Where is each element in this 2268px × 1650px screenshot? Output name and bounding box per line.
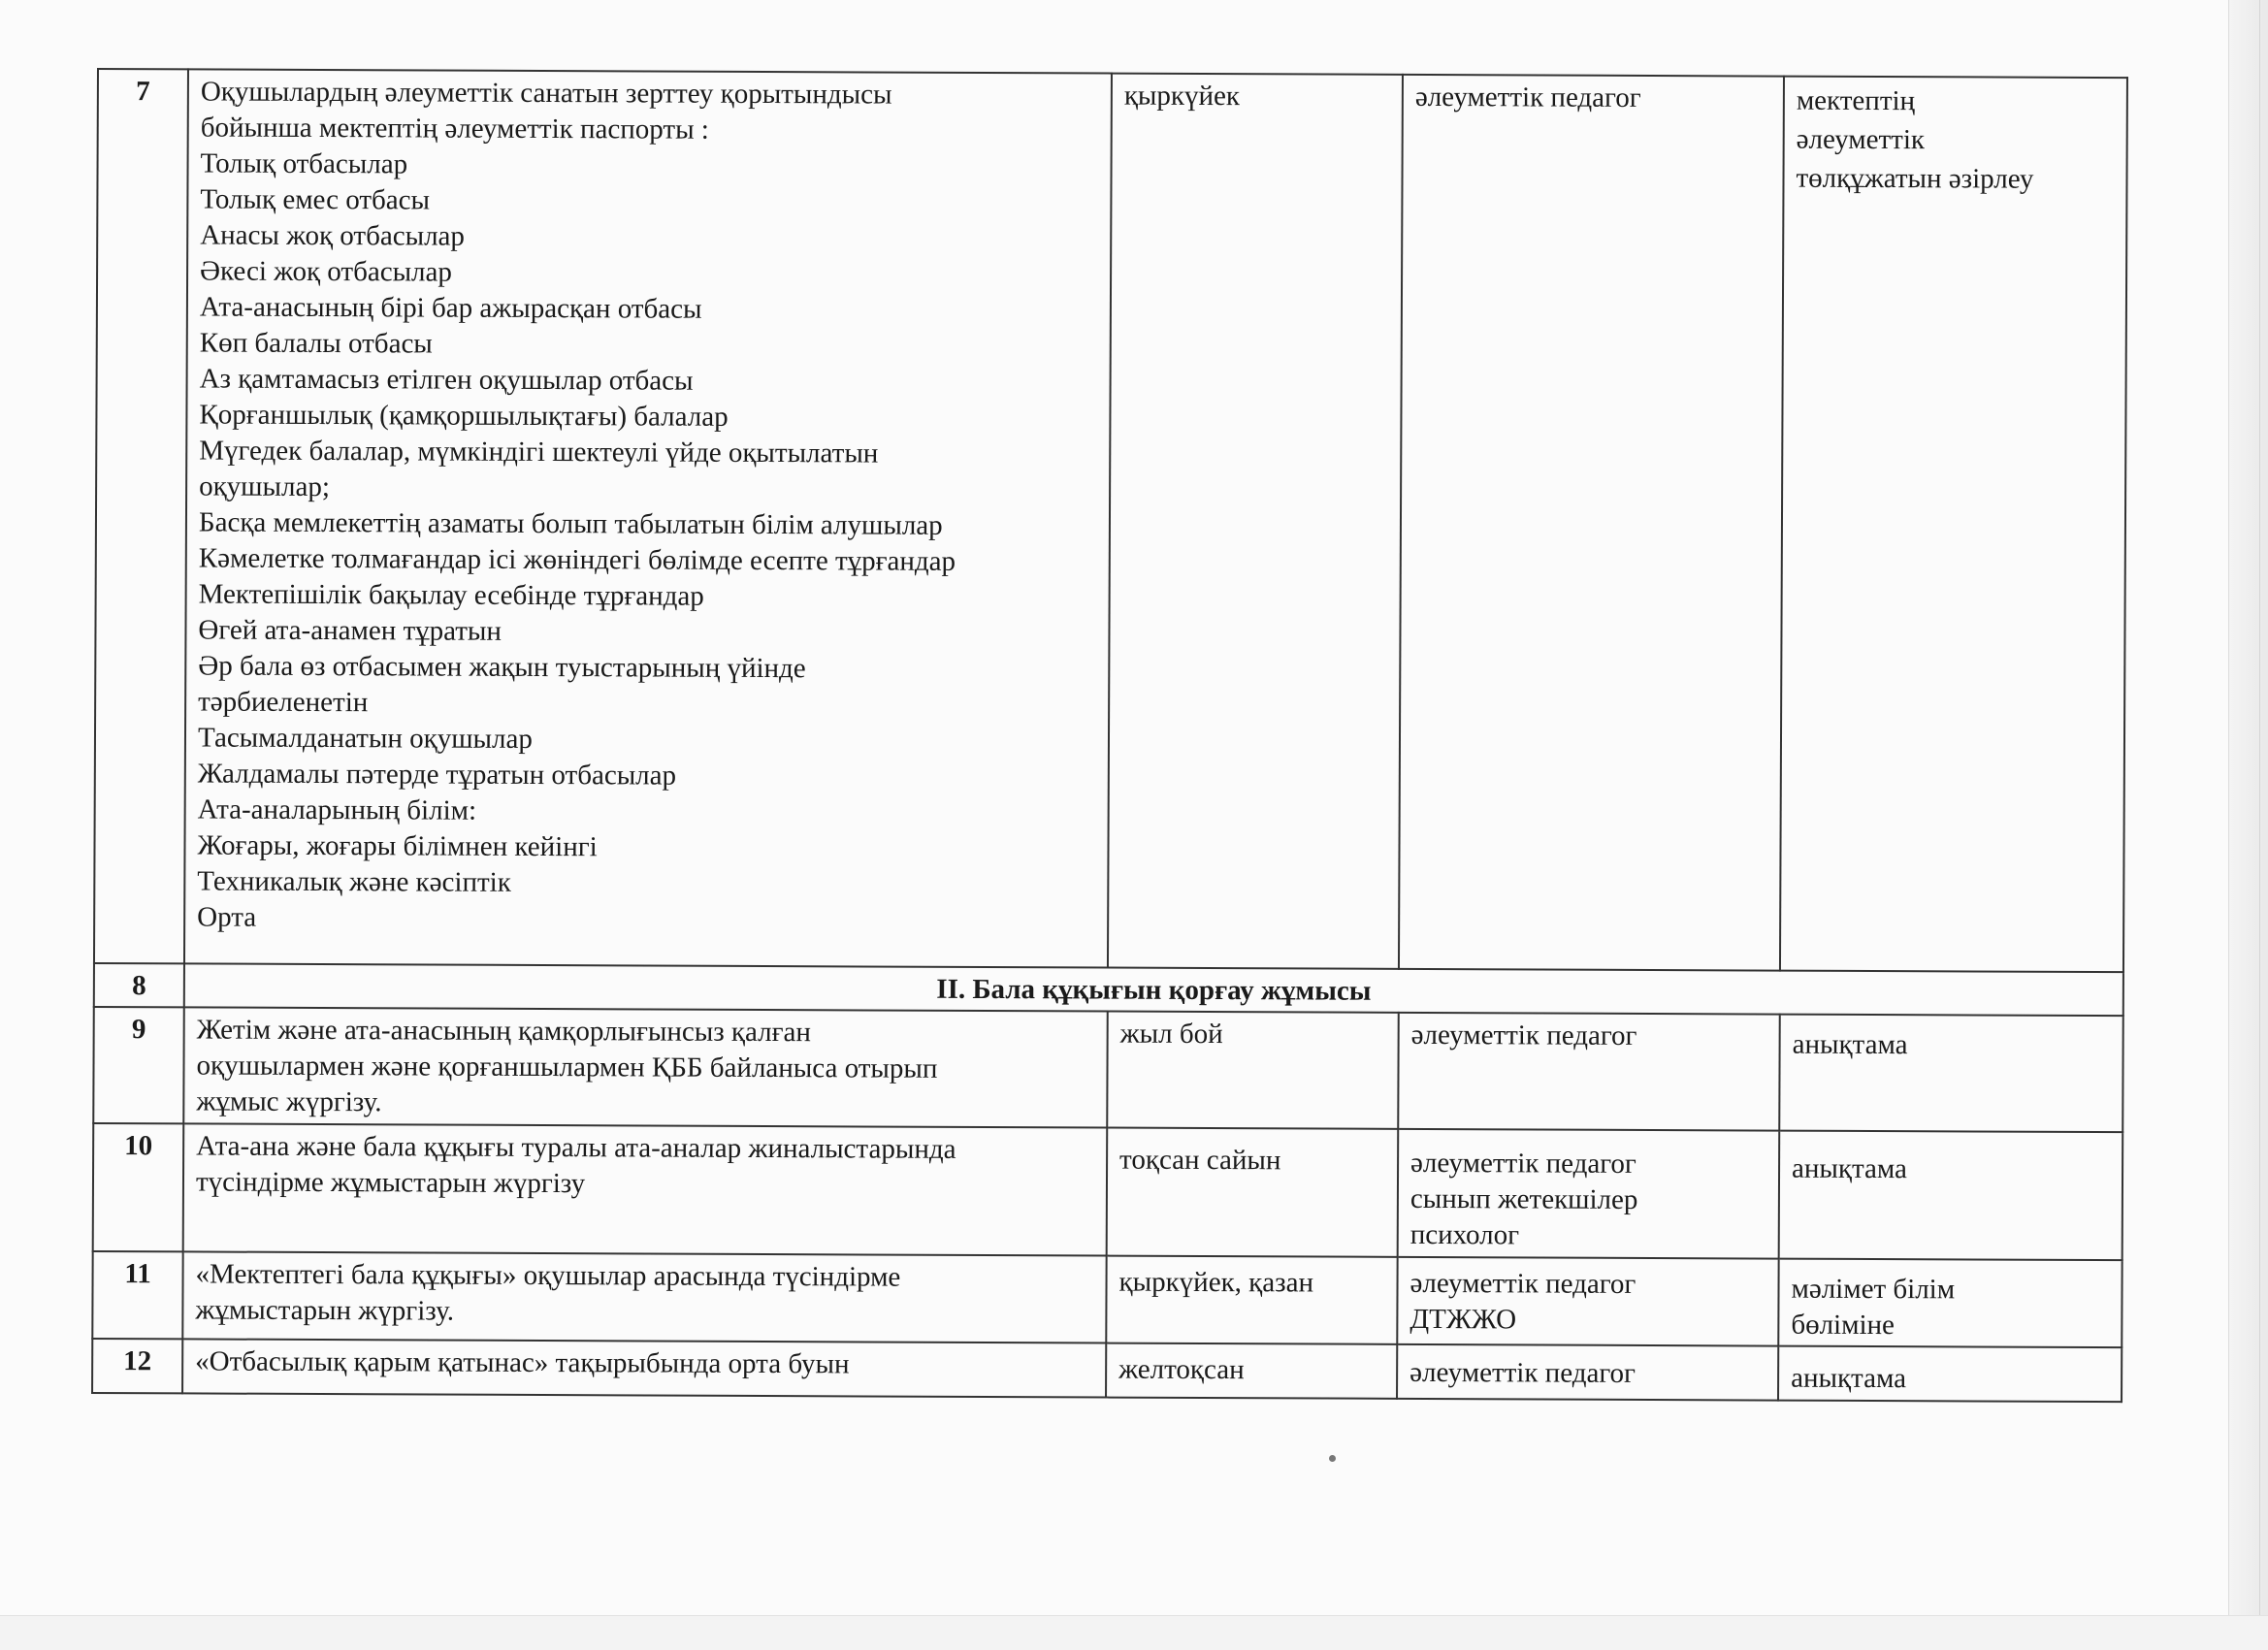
- row-number: 8: [94, 963, 184, 1007]
- page-edge: [2228, 0, 2268, 1649]
- row-result: анықтама: [1778, 1346, 2122, 1403]
- desc-line: оқушылармен және қорғаншылармен ҚББ байланыса отырып: [196, 1050, 938, 1084]
- desc-line: Ата-анасының бірі бар ажырасқан отбасы: [199, 291, 702, 325]
- row-description: [183, 1123, 1108, 1255]
- row-term: тоқсан сайын: [1107, 1128, 1399, 1257]
- row-term: желтоқсан: [1106, 1343, 1397, 1399]
- desc-line: Мектепішілік бақылау есебінде тұрғандар: [198, 578, 704, 612]
- desc-line: тәрбиеленетін: [198, 686, 369, 719]
- row-number: 9: [93, 1007, 184, 1123]
- row-responsible: [1397, 1257, 1778, 1346]
- responsible-line: әлеуметтік педагог: [1409, 1267, 1636, 1300]
- table-row: [93, 1007, 2123, 1132]
- desc-line: Көп балалы отбасы: [199, 327, 433, 360]
- result-line: бөліміне: [1791, 1309, 1895, 1342]
- row-result: анықтама: [1779, 1015, 2123, 1133]
- row-term: жыл бой: [1107, 1012, 1399, 1129]
- result-line: мектептің: [1796, 84, 1916, 117]
- row-number: 10: [93, 1123, 184, 1251]
- row-description: [182, 1339, 1106, 1397]
- desc-line: Әкесі жоқ отбасылар: [200, 255, 453, 288]
- row-term: қыркүйек, қазан: [1106, 1256, 1397, 1344]
- desc-line: оқушылар;: [199, 470, 330, 503]
- row-description: [183, 1007, 1108, 1127]
- responsible-line: сынып жетекшілер: [1409, 1182, 1638, 1215]
- result-line: әлеуметтік: [1796, 123, 1926, 156]
- row-result: анықтама: [1779, 1131, 2123, 1261]
- table-row: [93, 1123, 2123, 1260]
- desc-line: Жоғары, жоғары білімнен кейінгі: [197, 829, 598, 863]
- responsible-line: әлеуметтік педагог: [1410, 1147, 1636, 1180]
- scan-speck: [1329, 1455, 1336, 1462]
- desc-line: Басқа мемлекеттің азаматы болып табылатын білім алушылар: [198, 506, 943, 541]
- desc-line: түсіндірме жұмыстарын жүргізу: [195, 1166, 586, 1200]
- desc-line: бойынша мектептің әлеуметтік паспорты :: [200, 112, 709, 146]
- table-row: [92, 1251, 2122, 1347]
- row-number: 12: [92, 1339, 182, 1393]
- desc-line: Әр бала өз отбасымен жақын туыстарының үйінде: [198, 650, 806, 685]
- row-responsible: [1398, 1129, 1780, 1259]
- desc-line: Анасы жоқ отбасылар: [200, 219, 466, 252]
- desc-line: Орта: [197, 901, 257, 933]
- row-number: 11: [92, 1251, 182, 1339]
- responsible-line: әлеуметтік педагог: [1409, 1356, 1636, 1389]
- row-term: қыркүйек: [1108, 74, 1403, 969]
- responsible-line: психолог: [1409, 1218, 1520, 1251]
- row-description: [182, 1251, 1106, 1343]
- table-row: [94, 69, 2127, 972]
- desc-line: жұмыстарын жүргізу.: [195, 1294, 455, 1327]
- desc-line: Қорғаншылық (қамқоршылықтағы) балалар: [199, 399, 729, 433]
- desc-line: Ата-аналарының білім:: [197, 793, 477, 826]
- row-result: [1778, 1259, 2122, 1348]
- row-responsible: [1397, 1344, 1778, 1401]
- desc-line: Ата-ана және бала құқығы туралы ата-аналар жиналыстарында: [196, 1130, 956, 1165]
- table-row: [92, 1339, 2122, 1402]
- desc-line: Толық емес отбасы: [200, 183, 431, 216]
- plan-table: [91, 68, 2128, 1403]
- desc-line: Толық отбасылар: [200, 147, 408, 180]
- desc-line: Кәмелетке толмағандар ісі жөніндегі бөлімде есепте тұрғандар: [198, 542, 956, 577]
- desc-line: Аз қамтамасыз етілген оқушылар отбасы: [199, 363, 694, 397]
- row-responsible: [1398, 1013, 1780, 1131]
- desc-line: Оқушылардың әлеуметтік санатын зерттеу қорытындысы: [200, 76, 892, 111]
- result-line: төлқұжатын әзірлеу: [1796, 162, 2034, 195]
- section-title: II. Бала құқығын қорғау жұмысы: [184, 963, 2123, 1016]
- row-number: 7: [94, 69, 188, 963]
- row-description: [184, 69, 1112, 967]
- responsible-line: ДТЖЖО: [1409, 1303, 1517, 1336]
- desc-line: Мүгедек балалар, мүмкіндігі шектеулі үйде оқытылатын: [199, 435, 879, 469]
- row-result: [1780, 77, 2127, 973]
- row-responsible: әлеуметтік педагог: [1399, 75, 1784, 971]
- desc-line: «Отбасылық қарым қатынас» тақырыбында орта буын: [195, 1345, 850, 1380]
- desc-line: Өгей ата-анамен тұратын: [198, 614, 502, 647]
- responsible-line: әлеуметтік педагог: [1410, 1019, 1637, 1051]
- page-bottom-margin: [0, 1615, 2268, 1650]
- desc-line: Техникалық және кәсіптік: [197, 865, 511, 898]
- desc-line: жұмыс жүргізу.: [196, 1085, 382, 1118]
- desc-line: Жетім және ата-анасының қамқорлығынсыз қалған: [196, 1014, 811, 1049]
- result-line: мәлімет білім: [1791, 1273, 1956, 1306]
- desc-line: «Мектептегі бала құқығы» оқушылар арасында түсіндірме: [195, 1258, 901, 1293]
- page-edge-line: [2259, 0, 2260, 1649]
- desc-line: Тасымалданатын оқушылар: [197, 722, 533, 755]
- desc-line: Жалдамалы пәтерде тұратын отбасылар: [197, 758, 677, 792]
